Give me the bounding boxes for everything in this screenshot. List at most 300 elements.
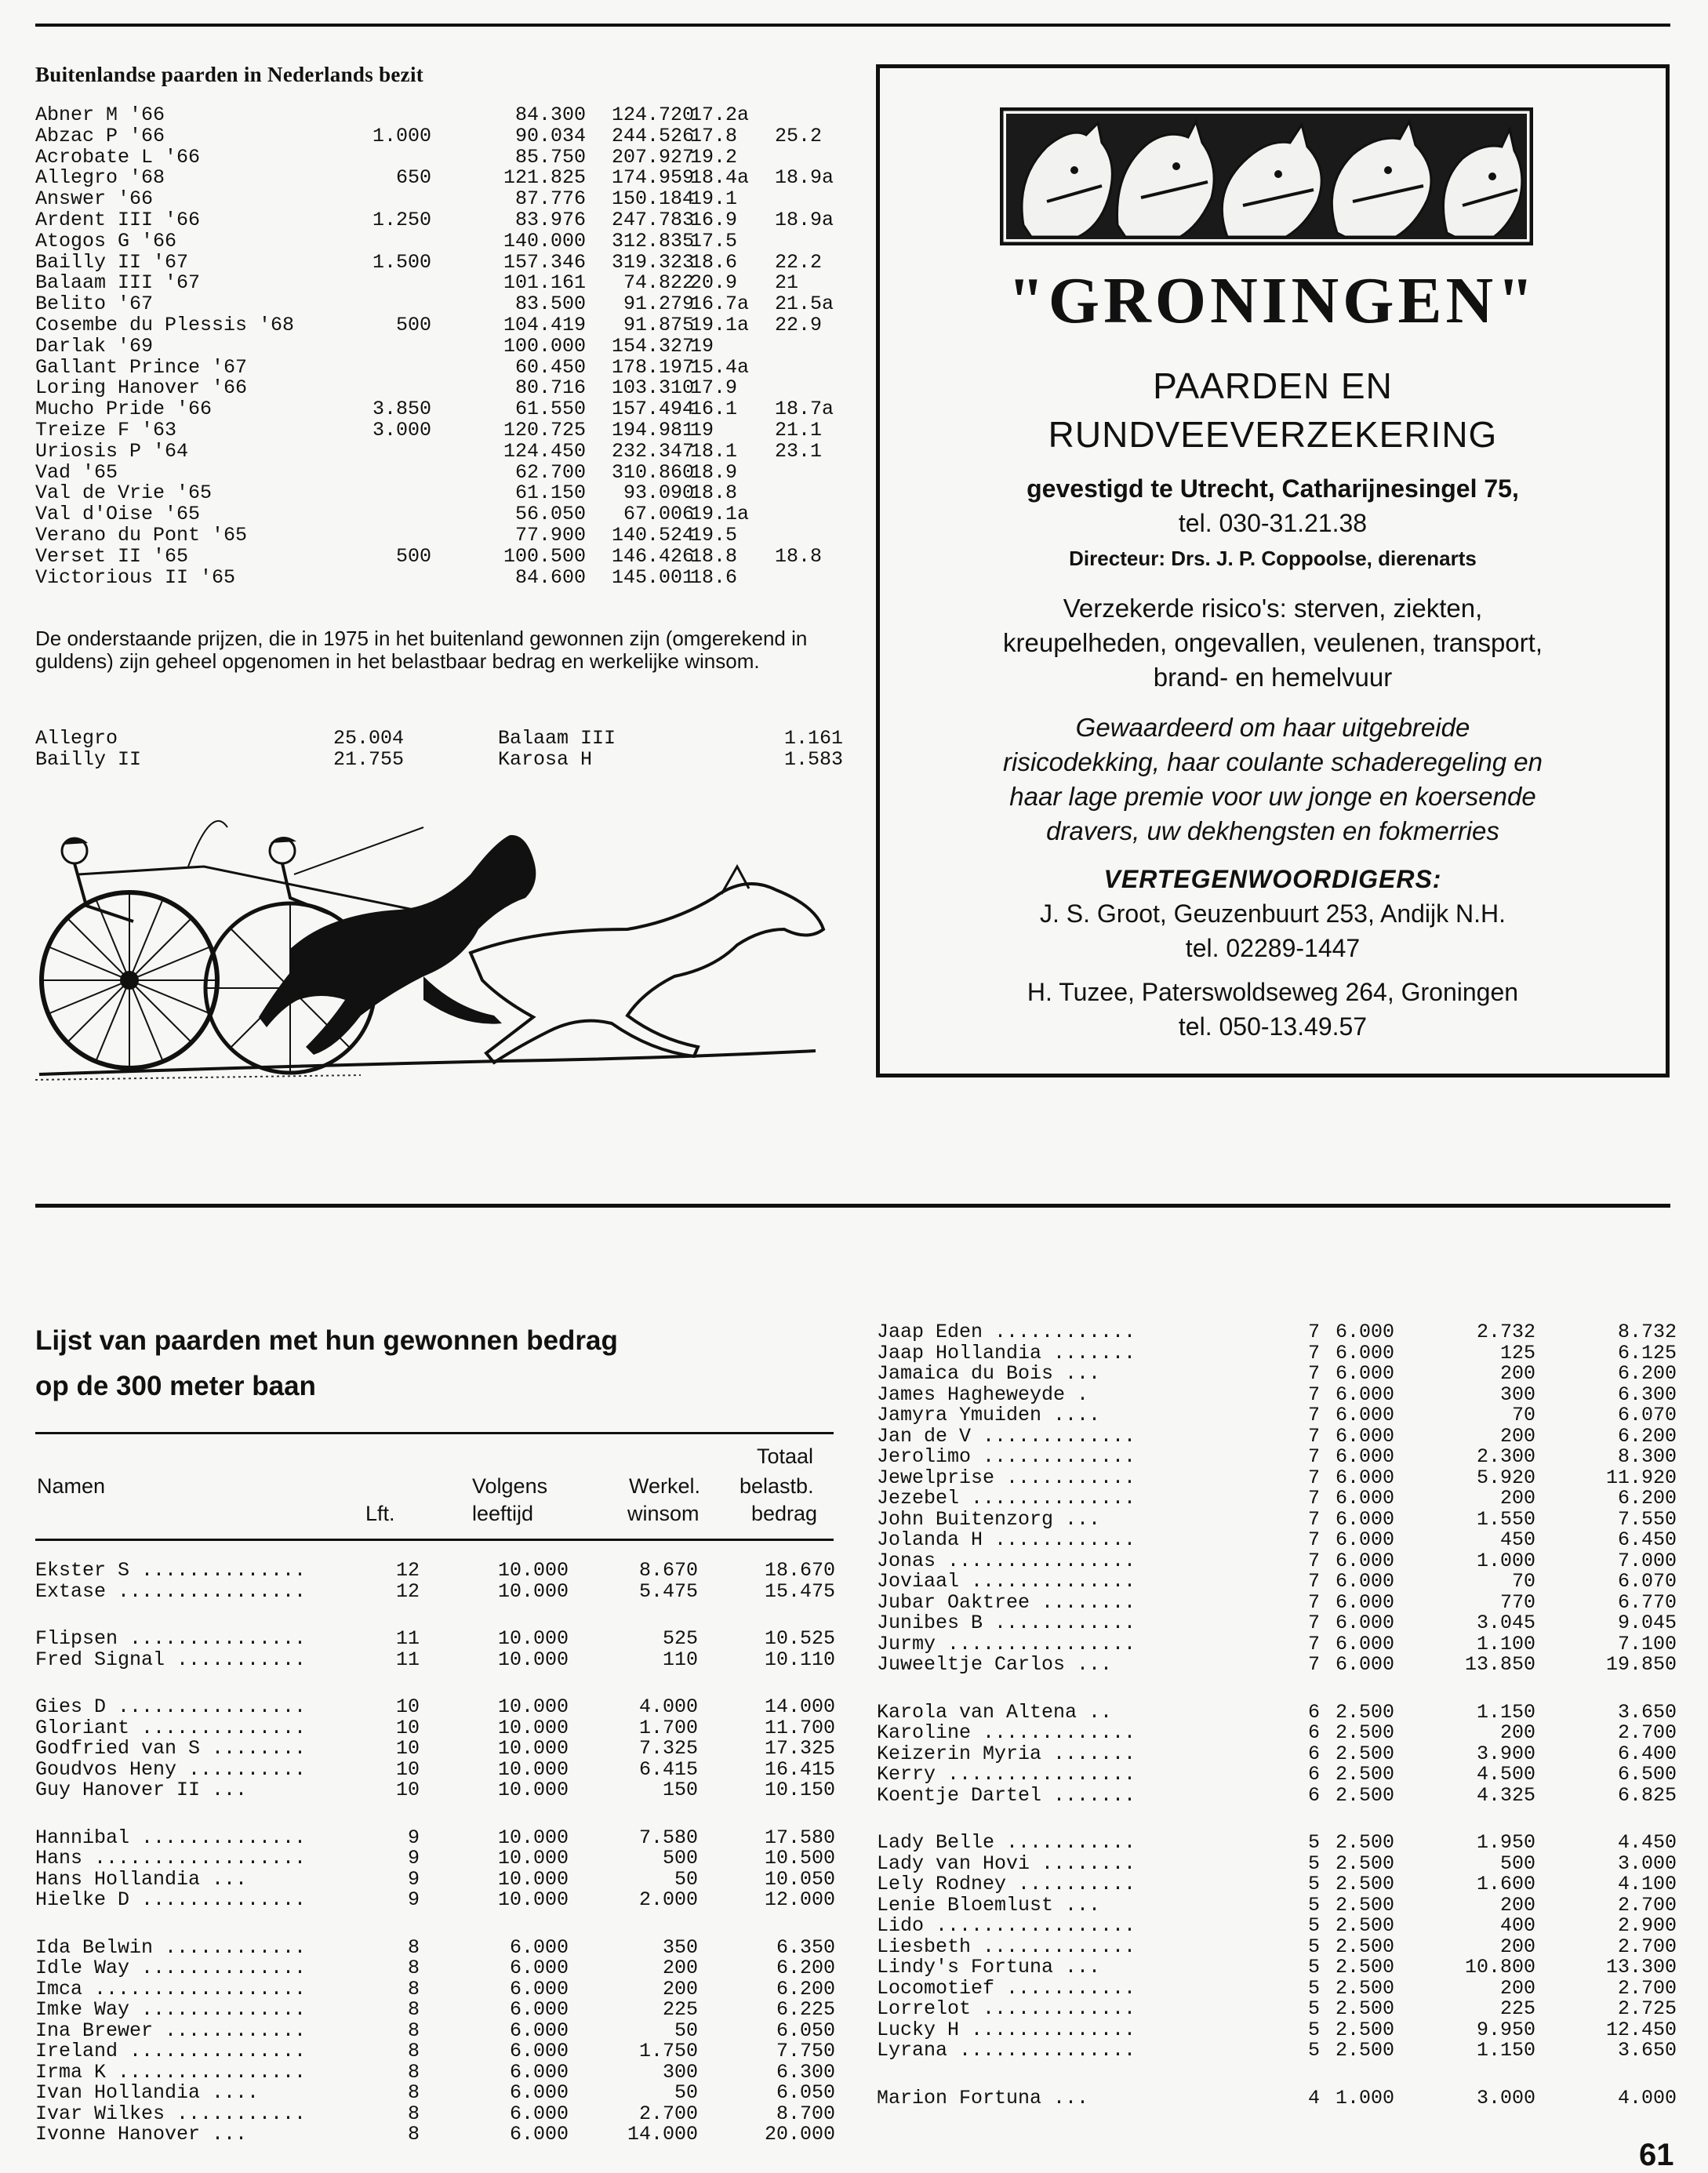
taxable-total: 3.000: [1617, 1851, 1677, 1875]
taxable-total: 6.225: [776, 1998, 835, 2021]
horse-name: Imca ..................: [35, 1977, 307, 2000]
value-1: 83.500: [514, 293, 586, 316]
taxable-total: 18.670: [764, 1559, 835, 1582]
ad-tagline-line-2: risicodekking, haar coulante schaderegeling en: [1003, 747, 1543, 776]
amount-by-age: 10.000: [497, 1627, 569, 1650]
horse-name: James Hagheweyde .: [877, 1383, 1089, 1406]
table-row: [877, 1702, 1677, 1724]
foreign-prizes-note: De onderstaande prijzen, die in 1975 in het buitenland gewonnen zijn (omgerekend in guldens) zijn geheel opgenomen in het belastbaar bedrag en werkelijke winsom.: [35, 627, 808, 673]
taxable-total: 6.300: [776, 2060, 835, 2084]
value-1: 87.776: [514, 187, 586, 211]
table-row: [877, 1851, 1677, 1875]
table-row: [35, 525, 851, 547]
time-1: 16.9: [690, 208, 738, 231]
table-row: [35, 1629, 835, 1650]
taxable-total: 2.725: [1617, 1997, 1677, 2020]
group-spacer: [877, 1806, 1677, 1833]
foreign-horses-table: [35, 105, 851, 588]
amount-by-age: 6.000: [509, 2081, 569, 2104]
table-row: [35, 749, 843, 770]
actual-winnings: 200: [1499, 1362, 1535, 1385]
actual-winnings: 1.150: [1476, 2039, 1535, 2062]
time-2: 18.7a: [775, 398, 834, 421]
horse-age: 6: [1307, 1721, 1320, 1744]
amount-by-age: 6.000: [1335, 1362, 1394, 1385]
table-row: [877, 1999, 1677, 2020]
table-row: [877, 1551, 1677, 1572]
table-row: [877, 1364, 1677, 1385]
value-2: 178.197: [611, 355, 694, 379]
table-row: [35, 1890, 835, 1911]
horse-name: Ivar Wilkes ...........: [35, 2102, 307, 2125]
header-lft: Lft.: [365, 1502, 395, 1525]
amount-by-age: 2.500: [1335, 2018, 1394, 2041]
amount-by-age: 6.000: [509, 2123, 569, 2146]
amount-by-age: 6.000: [1335, 1632, 1394, 1655]
time-1: 17.8: [690, 124, 738, 147]
time-1: 16.1: [690, 398, 738, 421]
horse-name: Flipsen ...............: [35, 1627, 307, 1650]
horse-name: Uriosis P '64: [35, 439, 189, 463]
horse-age: 7: [1307, 1466, 1320, 1489]
amount-by-age: 6.000: [1335, 1383, 1394, 1406]
actual-winnings: 200: [1499, 1893, 1535, 1917]
table-row: [877, 1833, 1677, 1854]
amount-by-age: 6.000: [1335, 1507, 1394, 1531]
amount-by-age: 2.500: [1335, 1935, 1394, 1958]
time-1: 20.9: [690, 271, 738, 295]
horse-age: 7: [1307, 1653, 1320, 1676]
horse-name: Idle Way ..............: [35, 1957, 307, 1979]
actual-winnings: 150: [662, 1779, 698, 1801]
group-spacer: [35, 1801, 835, 1828]
horse-age: 5: [1307, 1831, 1320, 1854]
table-row: [35, 483, 851, 504]
horse-name: Lady van Hovi ........: [877, 1851, 1136, 1875]
horse-name: Gies D ................: [35, 1695, 307, 1718]
horse-age: 5: [1307, 2018, 1320, 2041]
horse-name: Ireland ...............: [35, 2040, 307, 2062]
horse-name: Hannibal ..............: [35, 1826, 307, 1849]
actual-winnings: 1.000: [1476, 1549, 1535, 1572]
amount-by-age: 10.000: [497, 1737, 569, 1760]
horse-age: 5: [1307, 1851, 1320, 1875]
horse-age: 7: [1307, 1632, 1320, 1655]
taxable-total: 6.200: [1617, 1487, 1677, 1510]
time-1: 19.5: [690, 523, 738, 547]
table-row: [877, 1937, 1677, 1958]
horse-name: Jamaica du Bois ...: [877, 1362, 1101, 1385]
table-row: [35, 504, 851, 525]
table-row: [35, 210, 851, 231]
table-row: [35, 168, 851, 189]
amount-by-age: 10.000: [497, 1695, 569, 1718]
taxable-total: 6.200: [1617, 1362, 1677, 1385]
actual-winnings: 125: [1499, 1341, 1535, 1364]
horse-name: Guy Hanover II ...: [35, 1779, 248, 1801]
table-row: [35, 105, 851, 126]
table-row: [35, 1697, 835, 1718]
table-row: [877, 1976, 1677, 2000]
horse-name: Keizerin Myria .......: [877, 1742, 1136, 1765]
horse-name: Lely Rodney ..........: [877, 1873, 1136, 1895]
horse-name: Val de Vrie '65: [35, 481, 213, 505]
horse-age: 7: [1307, 1487, 1320, 1510]
horse-name: Mucho Pride '66: [35, 398, 213, 421]
prize-value: 21.755: [333, 748, 404, 771]
table-row: [35, 250, 851, 274]
ad-tagline-line-3: haar lage premie voor uw jonge en koersende: [1009, 782, 1536, 811]
table-row: [35, 2041, 835, 2062]
time-1: 17.2a: [690, 104, 750, 126]
actual-winnings: 13.850: [1464, 1653, 1535, 1676]
horse-age: 12: [395, 1559, 420, 1582]
header-belastb: belastb.: [740, 1474, 814, 1498]
taxable-total: 6.500: [1617, 1763, 1677, 1786]
table-row: [35, 231, 851, 253]
horse-age: 7: [1307, 1549, 1320, 1572]
horse-name: Juweeltje Carlos ...: [877, 1653, 1113, 1676]
horse-name: Koentje Dartel .......: [877, 1783, 1136, 1807]
amount-by-age: 6.000: [509, 2040, 569, 2062]
horse-age: 7: [1307, 1383, 1320, 1406]
header-leeftijd: leeftijd: [472, 1502, 534, 1525]
actual-winnings: 2.700: [638, 2102, 698, 2125]
time-1: 19.1a: [690, 503, 750, 526]
amount-by-age: 6.000: [1335, 1612, 1394, 1634]
taxable-total: 6.770: [1617, 1590, 1677, 1614]
taxable-total: 7.550: [1617, 1507, 1677, 1531]
actual-winnings: 200: [662, 1977, 698, 2000]
taxable-total: 10.525: [764, 1627, 835, 1650]
amount-by-age: 2.500: [1335, 1851, 1394, 1875]
horse-age: 7: [1307, 1507, 1320, 1531]
table-row: [877, 1590, 1677, 1614]
horse-name: Hielke D ..............: [35, 1888, 307, 1911]
horse-name: Lido .................: [877, 1914, 1136, 1937]
actual-winnings: 1.550: [1476, 1507, 1535, 1531]
table-row: [35, 1979, 835, 2000]
taxable-total: 20.000: [764, 2123, 835, 2146]
horse-age: 8: [407, 2019, 420, 2042]
table-row: [35, 1828, 835, 1849]
foreign-horses-title: Buitenlandse paarden in Nederlands bezit: [35, 63, 424, 86]
amount-by-age: 10.000: [497, 1847, 569, 1870]
value-1: 121.825: [503, 166, 586, 190]
ad-representatives-title: VERTEGENWOORDIGERS:: [1103, 865, 1442, 893]
horse-name: Jaap Hollandia .......: [877, 1341, 1136, 1364]
taxable-total: 17.580: [764, 1826, 835, 1849]
horse-name: Gallant Prince '67: [35, 355, 248, 379]
value-2: 207.927: [611, 145, 694, 169]
actual-winnings: 9.950: [1476, 2018, 1535, 2041]
taxable-total: 2.700: [1617, 1721, 1677, 1744]
actual-winnings: 350: [662, 1935, 698, 1959]
value-1: 104.419: [503, 313, 586, 336]
value-1: 101.161: [503, 271, 586, 295]
table-row: [35, 1958, 835, 1979]
horse-age: 9: [407, 1867, 420, 1891]
taxable-total: 3.650: [1617, 1700, 1677, 1724]
amount-by-age: 6.000: [509, 2060, 569, 2084]
horse-age: 4: [1307, 2086, 1320, 2109]
time-1: 19.2: [690, 145, 738, 169]
taxable-total: 2.900: [1617, 1914, 1677, 1937]
horse-list-left-column: [35, 1561, 835, 2146]
taxable-total: 4.100: [1617, 1873, 1677, 1895]
list-title-line-2: op de 300 meter baan: [35, 1371, 316, 1401]
horse-name: Locomotief ...........: [877, 1976, 1136, 2000]
time-2: 25.2: [775, 124, 823, 147]
value-1: 83.976: [514, 208, 586, 231]
ad-risks-line-3: brand- en hemelvuur: [1153, 663, 1393, 692]
table-row: [877, 1895, 1677, 1917]
horse-name: Jerolimo .............: [877, 1445, 1136, 1468]
horse-name: Fred Signal ...........: [35, 1648, 307, 1671]
horse-age: 8: [407, 1977, 420, 2000]
taxable-total: 8.732: [1617, 1321, 1677, 1343]
taxable-total: 6.400: [1617, 1742, 1677, 1765]
ad-representative-1: J. S. Groot, Geuzenbuurt 253, Andijk N.H.: [1039, 899, 1506, 928]
table-row: [877, 1468, 1677, 1489]
actual-winnings: 4.000: [638, 1695, 698, 1718]
amount-by-age: 6.000: [1335, 1590, 1394, 1614]
table-row: [877, 1723, 1677, 1744]
horse-name: Jan de V .............: [877, 1424, 1136, 1448]
group-spacer: [35, 1911, 835, 1938]
time-2: 18.9a: [775, 208, 834, 231]
header-namen: Namen: [37, 1474, 106, 1498]
value-2: 174.959: [611, 166, 694, 190]
amount-by-age: 2.500: [1335, 1700, 1394, 1724]
value-1: 61.150: [514, 481, 586, 505]
value-1: 120.725: [503, 418, 586, 442]
actual-winnings: 1.600: [1476, 1873, 1535, 1895]
horse-age: 9: [407, 1847, 420, 1870]
actual-winnings: 2.732: [1476, 1321, 1535, 1343]
taxable-total: 6.125: [1617, 1341, 1677, 1364]
table-row: [35, 565, 851, 589]
table-row: [877, 1613, 1677, 1634]
table-row: [35, 399, 851, 420]
actual-winnings: 70: [1511, 1570, 1535, 1593]
taxable-total: 6.070: [1617, 1404, 1677, 1426]
horse-name: Ardent III '66: [35, 208, 201, 231]
actual-winnings: 1.150: [1476, 1700, 1535, 1724]
table-row: [35, 2000, 835, 2021]
list-header-top-rule: [35, 1432, 834, 1434]
horse-name: Jaap Eden ............: [877, 1321, 1136, 1343]
amount-by-age: 6.000: [509, 2102, 569, 2125]
taxable-total: 12.450: [1605, 2018, 1677, 2041]
amount-by-age: 10.000: [497, 1757, 569, 1781]
table-row: [35, 378, 851, 399]
actual-winnings: 3.000: [1476, 2086, 1535, 2109]
actual-winnings: 4.325: [1476, 1783, 1535, 1807]
table-row: [877, 1744, 1677, 1765]
horse-list-right-column: [877, 1322, 1677, 2109]
value-1: 56.050: [514, 503, 586, 526]
prize-value: 1.000: [372, 124, 431, 147]
table-row: [35, 1848, 835, 1870]
prize-value: 500: [395, 313, 431, 336]
horse-name: Karola van Altena ..: [877, 1700, 1113, 1724]
actual-winnings: 300: [662, 2060, 698, 2084]
actual-winnings: 4.500: [1476, 1763, 1535, 1786]
horse-name: Karosa H: [498, 748, 593, 771]
horse-age: 7: [1307, 1362, 1320, 1385]
value-2: 194.981: [611, 418, 694, 442]
horse-age: 12: [395, 1579, 420, 1603]
actual-winnings: 7.580: [638, 1826, 698, 1849]
actual-winnings: 8.670: [638, 1559, 698, 1582]
horse-name: Lenie Bloemlust ...: [877, 1893, 1101, 1917]
horse-name: Hans ..................: [35, 1847, 307, 1870]
table-row: [35, 2124, 835, 2146]
horse-name: Abzac P '66: [35, 124, 165, 147]
header-volgens: Volgens: [472, 1474, 548, 1498]
taxable-total: 10.500: [764, 1847, 835, 1870]
list-title-line-1: Lijst van paarden met hun gewonnen bedrag: [35, 1325, 618, 1356]
amount-by-age: 2.500: [1335, 1997, 1394, 2020]
time-1: 19.1: [690, 187, 738, 211]
horse-heads-illustration: [1000, 107, 1533, 245]
group-spacer: [877, 1676, 1677, 1702]
table-row: [35, 460, 851, 484]
horse-name: Jurmy ................: [877, 1632, 1136, 1655]
horse-name: Bailly II '67: [35, 250, 189, 274]
table-row: [35, 2083, 835, 2104]
top-rule: [35, 24, 1670, 27]
prize-value: 1.161: [783, 727, 843, 750]
time-1: 18.4a: [690, 166, 750, 190]
horse-name: Darlak '69: [35, 334, 154, 358]
horse-name: Liesbeth .............: [877, 1935, 1136, 1958]
horse-name: Answer '66: [35, 187, 154, 211]
table-row: [877, 1957, 1677, 1979]
horse-name: Gloriant ..............: [35, 1716, 307, 1739]
ad-risks-line-2: kreupelheden, ongevallen, veulenen, transport,: [1003, 628, 1543, 657]
taxable-total: 10.150: [764, 1779, 835, 1801]
value-2: 103.310: [611, 376, 694, 400]
table-row: [877, 1426, 1677, 1448]
horse-name: Goudvos Heny ..........: [35, 1757, 307, 1781]
taxable-total: 19.850: [1605, 1653, 1677, 1676]
table-row: [35, 1579, 835, 1603]
taxable-total: 6.825: [1617, 1783, 1677, 1807]
actual-winnings: 225: [1499, 1997, 1535, 2020]
taxable-total: 6.200: [776, 1957, 835, 1979]
ad-representative-1-tel: tel. 02289-1447: [1185, 934, 1361, 962]
time-2: 18.9a: [775, 166, 834, 190]
value-1: 100.500: [503, 544, 586, 568]
time-1: 18.8: [690, 544, 738, 568]
value-2: 146.426: [611, 544, 694, 568]
horse-name: Godfried van S ........: [35, 1737, 307, 1760]
amount-by-age: 10.000: [497, 1579, 569, 1603]
time-2: 22.2: [775, 250, 823, 274]
horse-name: Ekster S ..............: [35, 1559, 307, 1582]
value-2: 244.526: [611, 124, 694, 147]
horse-name: Allegro: [35, 727, 118, 750]
taxable-total: 4.000: [1617, 2086, 1677, 2109]
taxable-total: 8.300: [1617, 1445, 1677, 1468]
amount-by-age: 6.000: [509, 1977, 569, 2000]
horse-age: 8: [407, 1998, 420, 2021]
amount-by-age: 10.000: [497, 1648, 569, 1671]
taxable-total: 6.450: [1617, 1528, 1677, 1551]
taxable-total: 6.350: [776, 1935, 835, 1959]
horse-name: Extase ................: [35, 1579, 307, 1603]
value-1: 84.600: [514, 565, 586, 589]
time-1: 17.5: [690, 229, 738, 253]
taxable-total: 6.050: [776, 2081, 835, 2104]
ad-brand-name: "GRONINGEN": [1008, 264, 1538, 337]
horse-age: 5: [1307, 1956, 1320, 1979]
amount-by-age: 6.000: [509, 1998, 569, 2021]
table-row: [35, 294, 851, 315]
header-winsom: winsom: [627, 1502, 700, 1525]
actual-winnings: 450: [1499, 1528, 1535, 1551]
taxable-total: 15.475: [764, 1579, 835, 1603]
table-row: [877, 1655, 1677, 1676]
value-2: 157.494: [611, 398, 694, 421]
time-1: 17.9: [690, 376, 738, 400]
time-1: 18.8: [690, 481, 738, 505]
actual-winnings: 225: [662, 1998, 698, 2021]
amount-by-age: 6.000: [1335, 1549, 1394, 1572]
prize-value: 25.004: [333, 727, 404, 750]
taxable-total: 7.100: [1617, 1632, 1677, 1655]
horse-name: Jonas ................: [877, 1549, 1136, 1572]
table-row: [877, 1322, 1677, 1343]
time-1: 19: [690, 334, 714, 358]
actual-winnings: 2.300: [1476, 1445, 1535, 1468]
horse-name: Lucky H ..............: [877, 2018, 1136, 2041]
value-1: 140.000: [503, 229, 586, 253]
table-row: [35, 1739, 835, 1760]
taxable-total: 13.300: [1605, 1956, 1677, 1979]
ad-tagline-line-1: Gewaardeerd om haar uitgebreide: [1075, 713, 1470, 742]
actual-winnings: 200: [1499, 1487, 1535, 1510]
value-1: 80.716: [514, 376, 586, 400]
table-row: [35, 728, 843, 749]
amount-by-age: 2.500: [1335, 1721, 1394, 1744]
list-header-bottom-rule: [35, 1539, 834, 1541]
horse-name: Kerry ................: [877, 1763, 1136, 1786]
horse-age: 6: [1307, 1783, 1320, 1807]
actual-winnings: 525: [662, 1627, 698, 1650]
table-row: [35, 2062, 835, 2084]
value-1: 60.450: [514, 355, 586, 379]
ad-telephone: tel. 030-31.21.38: [1178, 509, 1368, 537]
taxable-total: 6.050: [776, 2019, 835, 2042]
amount-by-age: 6.000: [1335, 1404, 1394, 1426]
horse-age: 8: [407, 2081, 420, 2104]
prize-value: 3.000: [372, 418, 431, 442]
table-row: [877, 1530, 1677, 1551]
horse-name: Jubar Oaktree ........: [877, 1590, 1136, 1614]
value-1: 77.900: [514, 523, 586, 547]
horse-name: Cosembe du Plessis '68: [35, 313, 295, 336]
horse-age: 7: [1307, 1612, 1320, 1634]
horse-age: 5: [1307, 1873, 1320, 1895]
time-2: 21.5a: [775, 293, 834, 316]
horse-name: Victorious II '65: [35, 565, 236, 589]
table-row: [877, 1764, 1677, 1786]
middle-rule: [35, 1204, 1670, 1208]
horse-age: 5: [1307, 1914, 1320, 1937]
